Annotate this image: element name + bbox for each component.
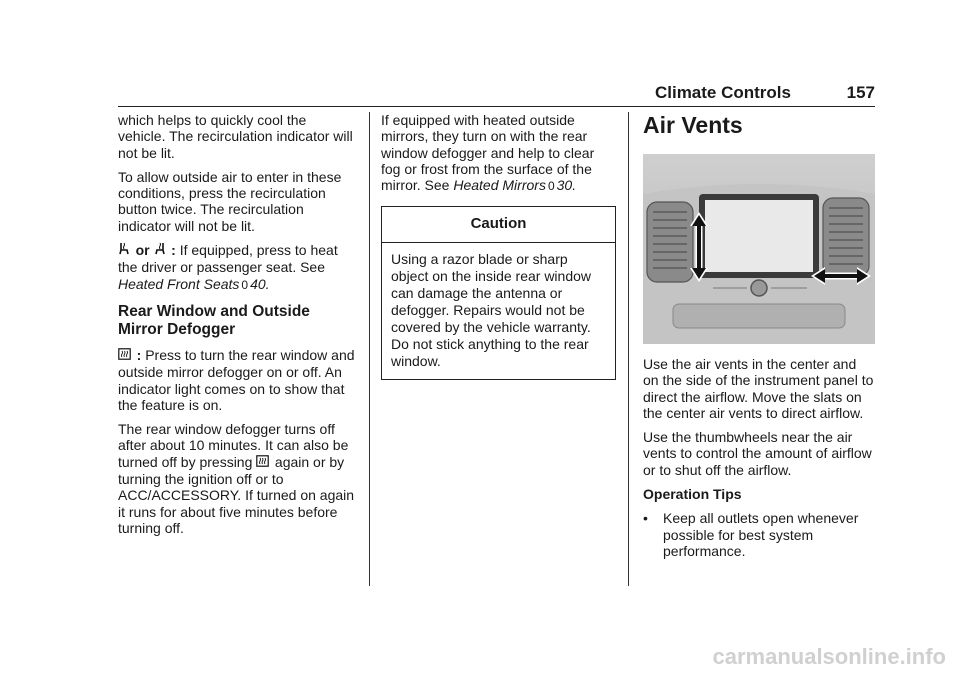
paragraph-vents-use: Use the air vents in the center and on the side of the instrument panel to direct the airflow. Move the slats on the center air vents to direct airflow.: [643, 356, 874, 421]
defog-text: Press to turn the rear window and outside mirror defogger on or off. An indicator light comes on to show that the feature is on.: [118, 346, 355, 413]
seat-label-colon: :: [171, 242, 176, 259]
column-2: [381, 112, 616, 380]
bullet-icon: •: [643, 510, 648, 527]
column-divider-1: [369, 112, 370, 586]
column-divider-2: [628, 112, 629, 586]
page-ref-arrow-icon: 0: [547, 179, 555, 194]
seat-reference-period: .: [265, 275, 270, 292]
defog-colon: :: [136, 346, 142, 363]
seat-label-or: or: [135, 242, 150, 259]
page-number: 157: [846, 83, 875, 102]
page-header: [118, 80, 875, 107]
caution-text: Using a razor blade or sharp object on the inside rear window can damage the antenna or defogger. Repairs would not be covered by the vehicle warranty. Do not stick anything to the rear window.: [391, 250, 592, 369]
tip-text: Keep all outlets open whenever possible for best system performance.: [663, 510, 859, 559]
air-vents-illustration: [643, 154, 875, 344]
list-item: [643, 510, 875, 559]
paragraph-thumbwheels: Use the thumbwheels near the air vents to control the amount of airflow or to shut off the airflow.: [643, 429, 872, 478]
caution-box: [381, 206, 616, 379]
watermark: carmanualsonline.info: [712, 644, 946, 669]
right-air-vent: [823, 198, 869, 276]
paragraph-outside-air: To allow outside air to enter in these conditions, press the recirculation button twice. The recirculation indicator will not be lit.: [118, 168, 342, 234]
subheading-defogger: Rear Window and Outside Mirror Defogger: [118, 302, 310, 338]
mirrors-text: If equipped with heated outside mirrors, they turn on with the rear window defogger and help to clear fog or frost from the surface of the mirror. See: [381, 112, 595, 194]
seat-text: If equipped, press to heat the driver or passenger seat. See: [118, 242, 338, 276]
seat-reference-link[interactable]: Heated Front Seats: [118, 275, 240, 292]
infotainment-screen: [699, 194, 819, 278]
rear-defog-icon: [118, 348, 135, 363]
rear-defog-icon: [256, 455, 273, 470]
paragraph-defogger-timer: [118, 421, 356, 536]
section-title: Climate Controls: [654, 83, 791, 102]
paragraph-heated-seats: [118, 242, 356, 293]
page-ref-arrow-icon: 0: [241, 277, 249, 292]
operation-tips-heading: Operation Tips: [643, 486, 742, 503]
heated-seat-driver-icon: [118, 243, 134, 258]
paragraph-heated-mirrors: [381, 112, 616, 194]
section-heading-air-vents: Air Vents: [643, 112, 743, 138]
left-air-vent: [647, 202, 693, 282]
mirrors-reference-link[interactable]: Heated Mirrors: [453, 177, 546, 194]
defog-timer-text-b: again or by turning the ignition off or to ACC/ACCESSORY. If turned on again it runs for about five minutes before turning off.: [118, 453, 355, 536]
paragraph-cool-vehicle: which helps to quickly cool the vehicle. The recirculation indicator will not be lit.: [118, 112, 353, 161]
column-1: [118, 112, 356, 544]
mirrors-reference-page[interactable]: 30: [556, 177, 573, 194]
column-3: [643, 112, 875, 559]
caution-title: Caution: [382, 207, 615, 242]
mirrors-reference-period: .: [572, 177, 577, 194]
defog-timer-text-a: The rear window defogger turns off after about 10 minutes. It can also be turned off by pressing: [118, 421, 349, 470]
seat-reference-page[interactable]: 40: [250, 275, 266, 292]
heated-seat-passenger-icon: [154, 243, 170, 258]
volume-knob-icon: [751, 280, 767, 296]
paragraph-defogger: [118, 347, 356, 413]
